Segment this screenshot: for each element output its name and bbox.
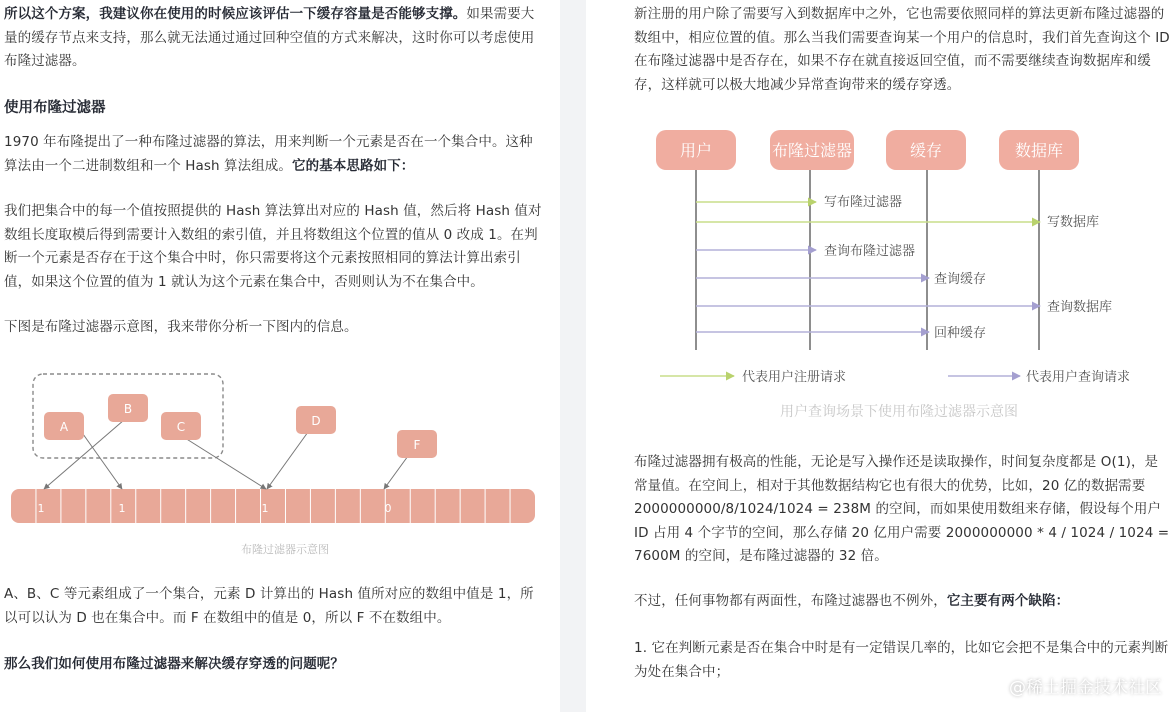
right-column bbox=[586, 0, 1176, 712]
arrow-f-to-array bbox=[384, 456, 408, 489]
arrow-d-to-array bbox=[267, 432, 308, 489]
paragraph-performance: 布隆过滤器拥有极高的性能，无论是写入操作还是读取操作，时间复杂度都是 O(1)，是常量值。在空间上，相对于其他数据结构它也有很大的优势，比如，20 亿的数据需要 2000000000/8/1024/1024 = 238M 的空间，而如果使用数组来存储，假设每个用户 ID 占用 4 个字节的空间，那么存储 20 亿用户需要 2000000000 * 4 / 1024 / 1024 = 7600M 的空间，是布隆过滤器的 32 倍。 bbox=[634, 454, 1170, 564]
bold-text: 它主要有两个缺陷： bbox=[946, 593, 1070, 609]
bloom-filter-diagram bbox=[0, 362, 560, 532]
message-query-cache-label: 查询缓存 bbox=[934, 272, 987, 287]
bit-array bbox=[11, 489, 535, 523]
paragraph-cache-capacity bbox=[4, 3, 546, 74]
paragraph-new-user: 新注册的用户除了需要写入到数据库中之外，它也需要依照同样的算法更新布隆过滤器的数组中，相应位置的值。那么当我们需要查询某一个用户的信息时，我们首先查询这个 ID 在布隆过滤器中是否存在，如果不存在就直接返回空值，而不需要继续查询数据库和缓存，这样就可以极大地减少异常查询带来的缓存穿透。 bbox=[634, 6, 1170, 93]
element-b bbox=[108, 394, 148, 422]
actor-cache bbox=[886, 130, 966, 170]
message-query-bloom-label: 查询布隆过滤器 bbox=[824, 244, 916, 259]
actor-bloom-label: 布隆过滤器 bbox=[771, 141, 853, 160]
arrow-a-to-array bbox=[83, 434, 122, 489]
bloom-filter-figure bbox=[0, 362, 560, 532]
paragraph-figure-explanation: A、B、C 等元素组成了一个集合，元素 D 计算出的 Hash 值所对应的数组中值是 1，所以可以认为 D 也在集合中。而 F 在数组中的值是 0，所以 F 不在数组中。 bbox=[4, 586, 534, 626]
paragraph-bloom-history bbox=[4, 131, 546, 178]
paragraph-figure-intro: 下图是布隆过滤器示意图，我来带你分析一下图内的信息。 bbox=[4, 319, 358, 335]
paragraph-drawback-one: 1. 它在判断元素是否在集合中时是有一定错误几率的，比如它会把不是集合中的元素判断为处在集合中； bbox=[634, 640, 1169, 680]
message-write-bloom-label: 写布隆过滤器 bbox=[824, 195, 903, 210]
actor-database bbox=[999, 130, 1079, 170]
actor-bloom-filter bbox=[770, 130, 854, 170]
paragraph-question: 那么我们如何使用布隆过滤器来解决缓存穿透的问题呢？ bbox=[4, 656, 344, 672]
element-c bbox=[161, 412, 201, 440]
bold-text: 所以这个方案，我建议你在使用的时候应该评估一下缓存容量是否能够支撑。 bbox=[4, 6, 467, 22]
arrow-c-to-array bbox=[185, 438, 266, 489]
message-backfill-cache-label: 回种缓存 bbox=[934, 326, 987, 341]
message-write-db-label: 写数据库 bbox=[1047, 215, 1100, 230]
watermark: @稀土掘金技术社区 bbox=[1009, 678, 1162, 698]
element-c-label: C bbox=[176, 420, 186, 434]
element-a bbox=[44, 412, 84, 440]
figure-caption-bloom: 布隆过滤器示意图 bbox=[241, 543, 329, 556]
query-scenario-figure bbox=[630, 118, 1176, 398]
element-d bbox=[296, 406, 336, 434]
actor-db-label: 数据库 bbox=[1014, 141, 1064, 160]
array-value-3: 1 bbox=[261, 502, 269, 515]
element-b-label: B bbox=[123, 402, 133, 416]
bold-text: 它的基本思路如下： bbox=[292, 157, 415, 174]
array-value-4: 0 bbox=[384, 502, 392, 515]
element-f bbox=[397, 430, 437, 458]
normal-text: 如果需要大量的缓存节点来支持，那么就无法通过通过回种空值的方式来解决，这时你可以考虑使用布隆过滤器。 bbox=[4, 6, 535, 69]
element-a-label: A bbox=[59, 420, 69, 434]
legend-register-label: 代表用户注册请求 bbox=[742, 370, 847, 385]
column-gutter bbox=[560, 0, 586, 712]
actor-user-label: 用户 bbox=[679, 141, 713, 160]
paragraph-bloom-algorithm: 我们把集合中的每一个值按照提供的 Hash 算法算出对应的 Hash 值，然后将 Hash 值对数组长度取模后得到需要计入数组的索引值，并且将数组这个位置的值从 0 改成 1。在判断一个元素是否存在于这个集合中时，你只需要将这个元素按照相同的算法计算出索引值，如果这个位置的值为 1 就认为这个元素在集合中，否则则认为不在集合中。 bbox=[4, 203, 542, 290]
normal-text: 1970 年布隆提出了一种布隆过滤器的算法，用来判断一个元素是否在一个集合中。这种算法由一个二进制数组和一个 Hash 算法组成。 bbox=[4, 134, 533, 174]
paragraph-drawbacks-intro bbox=[634, 590, 1170, 614]
figure-caption-query-scenario: 用户查询场景下使用布隆过滤器示意图 bbox=[780, 404, 1018, 420]
left-column bbox=[0, 0, 560, 712]
normal-text: 不过，任何事物都有两面性，布隆过滤器也不例外， bbox=[634, 593, 947, 609]
actor-cache-label: 缓存 bbox=[909, 141, 943, 160]
legend-query-label: 代表用户查询请求 bbox=[1026, 370, 1131, 385]
element-d-label: D bbox=[311, 414, 321, 428]
actor-user bbox=[656, 130, 736, 170]
array-value-1: 1 bbox=[37, 502, 45, 515]
array-value-2: 1 bbox=[118, 502, 126, 515]
sequence-diagram bbox=[630, 118, 1176, 398]
message-query-db-label: 查询数据库 bbox=[1047, 300, 1113, 315]
element-f-label: F bbox=[413, 438, 421, 452]
section-heading-bloom-filter: 使用布隆过滤器 bbox=[4, 100, 106, 116]
